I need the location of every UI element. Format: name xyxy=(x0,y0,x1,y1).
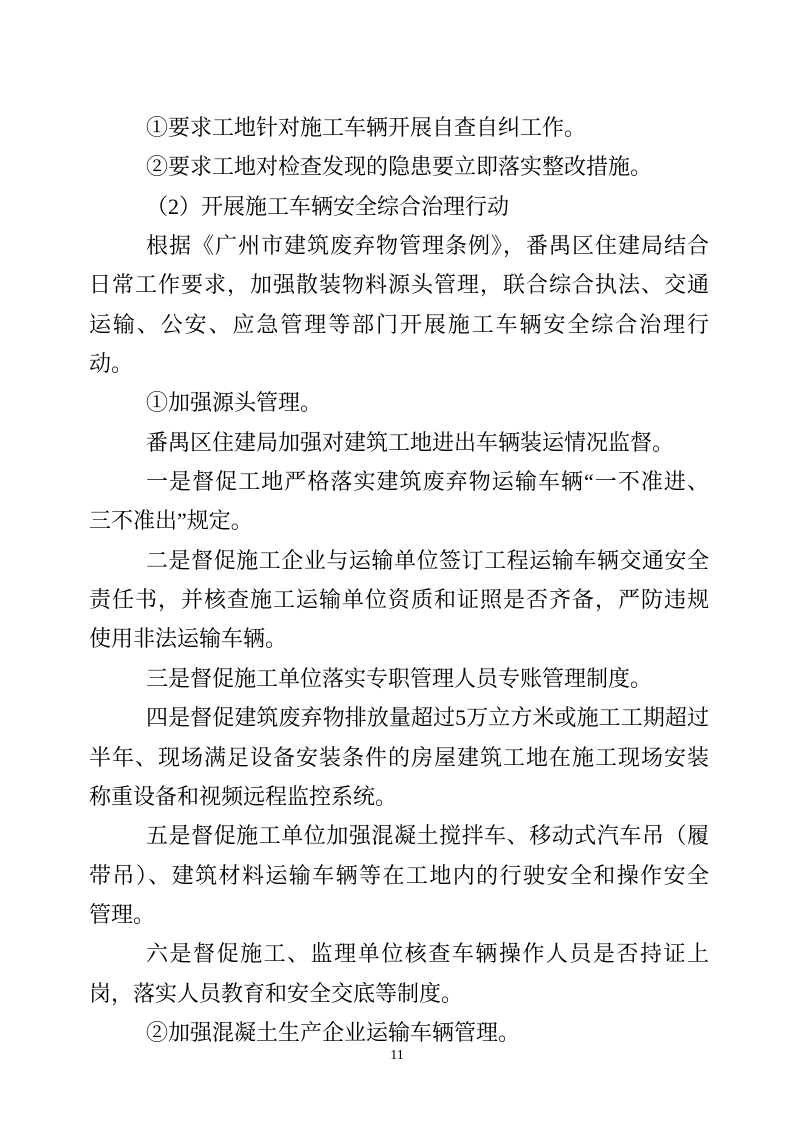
doc-line: 岗，落实人员教育和安全交底等制度。 xyxy=(89,980,464,1006)
doc-line: 日常工作要求，加强散装物料源头管理，联合综合执法、交通 xyxy=(89,272,709,298)
doc-line: 三不准出”规定。 xyxy=(89,508,253,534)
doc-line: 管理。 xyxy=(89,901,156,927)
doc-line: 称重设备和视频远程监控系统。 xyxy=(89,783,398,809)
doc-line: 带吊）、建筑材料运输车辆等在工地内的行驶安全和操作安全 xyxy=(89,862,709,888)
doc-line: （2）开展施工车辆安全综合治理行动 xyxy=(146,193,510,219)
doc-line: 半年、现场满足设备安装条件的房屋建筑工地在施工现场安装 xyxy=(89,744,709,770)
document-body xyxy=(89,108,709,1052)
doc-line: 一是督促工地严格落实建筑废弃物运输车辆“一不准进、 xyxy=(146,469,709,495)
doc-line: ②加强混凝土生产企业运输车辆管理。 xyxy=(146,1019,521,1045)
doc-line: ②要求工地对检查发现的隐患要立即落实整改措施。 xyxy=(146,154,653,180)
doc-line: 使用非法运输车辆。 xyxy=(89,626,288,652)
doc-line: 六是督促施工、监理单位核查车辆操作人员是否持证上 xyxy=(146,941,709,967)
doc-line: ①加强源头管理。 xyxy=(146,390,323,416)
doc-line: 五是督促施工单位加强混凝土搅拌车、移动式汽车吊（履 xyxy=(146,823,709,849)
page-number: 11 xyxy=(390,1048,404,1063)
doc-line: 二是督促施工企业与运输单位签订工程运输车辆交通安全 xyxy=(146,547,709,573)
doc-line: 责任书，并核查施工运输单位资质和证照是否齐备，严防违规 xyxy=(89,587,709,613)
doc-line: 番禺区住建局加强对建筑工地进出车辆装运情况监督。 xyxy=(146,429,675,455)
doc-line: 四是督促建筑废弃物排放量超过5万立方米或施工工期超过 xyxy=(146,705,709,731)
doc-line: 三是督促施工单位落实专职管理人员专账管理制度。 xyxy=(146,665,653,691)
doc-line: ①要求工地针对施工车辆开展自查自纠工作。 xyxy=(146,115,587,140)
doc-line: 动。 xyxy=(89,351,134,377)
doc-line: 根据《广州市建筑废弃物管理条例》，番禺区住建局结合 xyxy=(146,233,709,259)
doc-line: 运输、公安、应急管理等部门开展施工车辆安全综合治理行 xyxy=(89,311,709,337)
